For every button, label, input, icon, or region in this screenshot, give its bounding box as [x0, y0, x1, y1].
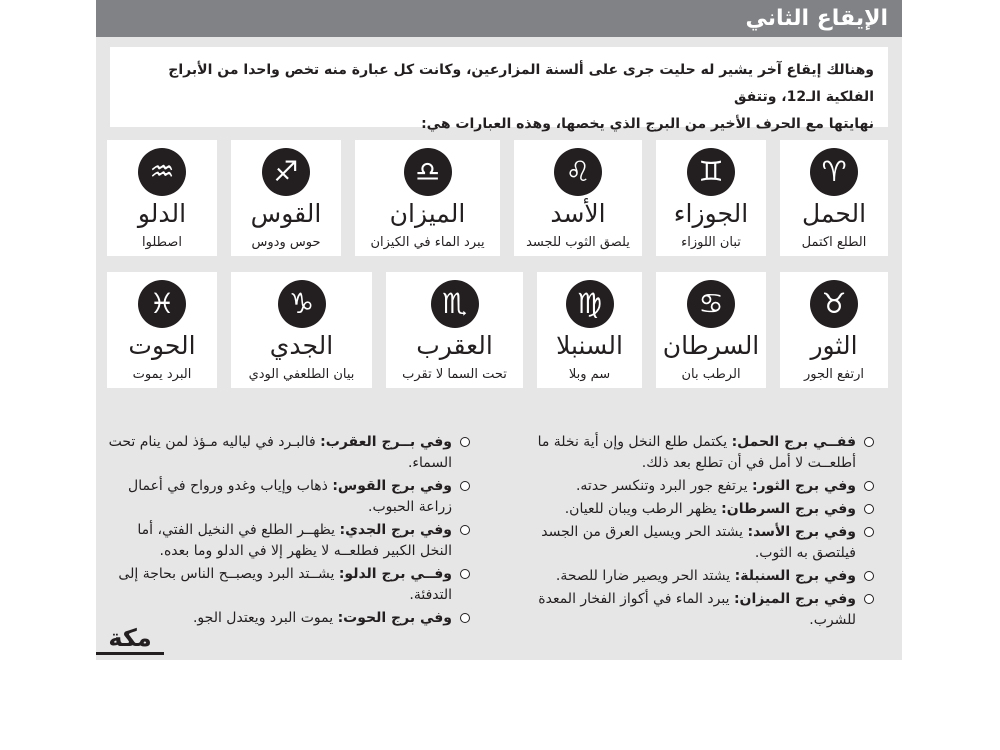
- detail-heading: وفي برج السنبلة:: [734, 568, 856, 584]
- list-item: [504, 476, 874, 497]
- circle-bullet-icon: [864, 437, 874, 447]
- sign-phrase: سم وبلا: [568, 367, 611, 382]
- sign-name: الحوت: [128, 331, 196, 360]
- sign-card-pisces: [107, 272, 217, 388]
- detail-heading: وفي برج الحوت:: [337, 610, 452, 626]
- sign-name: الميزان: [389, 199, 466, 228]
- circle-bullet-icon: [460, 569, 470, 579]
- taurus-icon: ♉: [810, 280, 858, 328]
- sign-phrase: يلصق الثوب للجسد: [526, 235, 630, 250]
- capricorn-icon: ♑: [278, 280, 326, 328]
- sign-phrase: حوس ودوس: [251, 235, 321, 250]
- aquarius-icon: ♒: [138, 148, 186, 196]
- logo-underline: [96, 652, 164, 655]
- circle-bullet-icon: [864, 571, 874, 581]
- circle-bullet-icon: [864, 527, 874, 537]
- detail-text: يبرد الماء في أكواز الفخار المعدة للشرب.: [538, 591, 856, 628]
- details-column-left: [108, 432, 470, 631]
- sign-card-aries: [780, 140, 888, 256]
- list-item: [504, 589, 874, 631]
- scorpio-icon: ♏: [431, 280, 479, 328]
- sign-name: الدلو: [137, 199, 187, 228]
- sign-phrase: يبرد الماء في الكيزان: [370, 235, 485, 250]
- detail-heading: وفي برج الميزان:: [733, 591, 856, 607]
- detail-heading: وفي برج السرطان:: [721, 501, 856, 517]
- sign-name: العقرب: [416, 331, 493, 360]
- intro-line-1: وهنالك إيقاع آخر يشير له حليت جرى على ألسنة المزارعين، وكانت كل عبارة منه تخص واحدا من الأبراج الفلكية الـ12، وتتفق: [168, 62, 874, 105]
- libra-icon: ♎: [404, 148, 452, 196]
- detail-text: يشــتد البرد ويصبــح الناس بحاجة إلى التدفئة.: [118, 566, 452, 603]
- intro-box: [110, 47, 888, 132]
- sign-phrase: الرطب بان: [681, 367, 741, 382]
- sign-name: الثور: [810, 331, 858, 360]
- sign-phrase: تبان اللوزاء: [681, 235, 741, 250]
- sign-name: الحمل: [801, 199, 867, 228]
- aries-icon: ♈: [810, 148, 858, 196]
- circle-bullet-icon: [460, 613, 470, 623]
- cancer-icon: ♋: [687, 280, 735, 328]
- logo-word: مكة: [108, 624, 152, 652]
- sign-card-leo: [514, 140, 642, 256]
- detail-text: يشتد الحر ويسيل العرق من الجسد فيلتصق به الثوب.: [541, 524, 856, 561]
- sign-name: الجدي: [269, 331, 334, 360]
- list-item: [108, 520, 470, 562]
- sign-name: الأسد: [550, 199, 606, 228]
- detail-text: يظهــر الطلع في النخيل الفتي، أما النخل الكبير فطلعــه لا يظهر إلا في الدلو وما بعده.: [137, 522, 452, 559]
- sign-card-capricorn: [231, 272, 372, 388]
- sign-phrase: البرد يموت: [132, 367, 192, 382]
- sign-phrase: بيان الطلعفي الودي: [248, 367, 355, 382]
- section-title: الإيقاع الثاني: [745, 6, 888, 31]
- sign-phrase: ارتفع الجور: [803, 367, 865, 382]
- sign-card-scorpio: [386, 272, 523, 388]
- virgo-icon: ♍: [566, 280, 614, 328]
- list-item: [504, 522, 874, 564]
- makkah-logo: [96, 624, 164, 660]
- leo-icon: ♌: [554, 148, 602, 196]
- sign-card-cancer: [656, 272, 766, 388]
- sagittarius-icon: ♐: [262, 148, 310, 196]
- detail-text: يظهر الرطب ويبان للعيان.: [564, 501, 722, 517]
- details-column-right: [504, 432, 874, 633]
- section-header: [96, 0, 902, 37]
- sign-card-taurus: [780, 272, 888, 388]
- detail-text: يرتفع جور البرد وتنكسر حدته.: [575, 478, 752, 494]
- sign-name: الجوزاء: [673, 199, 749, 228]
- sign-phrase: تحت السما لا تقرب: [402, 367, 507, 382]
- circle-bullet-icon: [864, 594, 874, 604]
- circle-bullet-icon: [864, 504, 874, 514]
- circle-bullet-icon: [460, 525, 470, 535]
- detail-heading: ففــي برج الحمل:: [731, 434, 856, 450]
- sign-name: السرطان: [662, 331, 760, 360]
- sign-card-gemini: [656, 140, 766, 256]
- sign-card-virgo: [537, 272, 642, 388]
- list-item: [108, 432, 470, 474]
- detail-text: فالبـرد في لياليه مـؤذ لمن ينام تحت السماء.: [108, 434, 452, 471]
- sign-card-libra: [355, 140, 500, 256]
- sign-name: القوس: [250, 199, 322, 228]
- list-item: [504, 566, 874, 587]
- list-item: [504, 499, 874, 520]
- detail-text: يموت البرد ويعتدل الجو.: [192, 610, 338, 626]
- sign-card-sagittarius: [231, 140, 341, 256]
- circle-bullet-icon: [460, 481, 470, 491]
- detail-heading: وفي برج الجدي:: [339, 522, 452, 538]
- detail-heading: وفي برج القوس:: [332, 478, 452, 494]
- intro-line-2: نهايتها مع الحرف الأخير من البرج الذي يخصها، وهذه العبارات هي:: [421, 116, 874, 132]
- detail-heading: وفي برج الثور:: [751, 478, 856, 494]
- detail-heading: وفــي برج الدلو:: [338, 566, 452, 582]
- pisces-icon: ♓: [138, 280, 186, 328]
- detail-text: يشتد الحر ويصير ضارا للصحة.: [555, 568, 735, 584]
- sign-name: السنبلا: [556, 331, 623, 360]
- list-item: [108, 564, 470, 606]
- circle-bullet-icon: [460, 437, 470, 447]
- sign-phrase: اصطلوا: [142, 235, 182, 250]
- detail-text: ذهاب وإياب وغدو ورواح في أعمال زراعة الحبوب.: [128, 478, 452, 515]
- detail-text: يكتمل طلع النخل وإن أية نخلة ما أطلعــت لا أمل في أن تطلع بعد ذلك.: [537, 434, 856, 471]
- list-item: [108, 476, 470, 518]
- gemini-icon: ♊: [687, 148, 735, 196]
- detail-heading: وفي برج الأسد:: [747, 524, 856, 540]
- sign-card-aquarius: [107, 140, 217, 256]
- detail-heading: وفي بــرج العقرب:: [320, 434, 452, 450]
- list-item: [504, 432, 874, 474]
- circle-bullet-icon: [864, 481, 874, 491]
- sign-phrase: الطلع اكتمل: [801, 235, 867, 250]
